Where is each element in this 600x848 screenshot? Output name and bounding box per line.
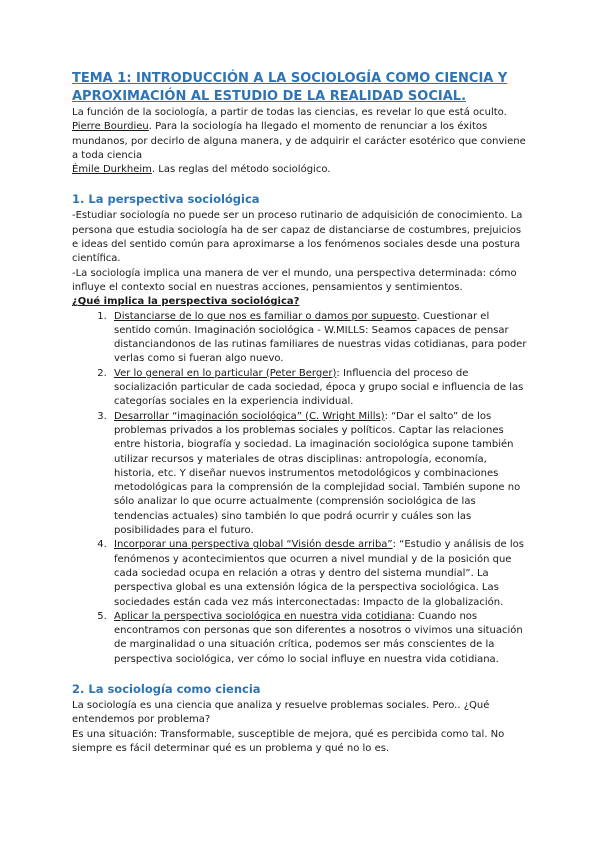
section-1-paragraph-1: -Estudiar sociología no puede ser un proceso rutinario de adquisición de conocimiento. La persona que estudia sociología ha de ser capaz de distanciarse de costumbres, prejuicios e ideas del sentido común para aproximarse a los fenómenos sociales desde una postura científica. bbox=[72, 210, 523, 265]
bourdieu-quote bbox=[72, 120, 527, 163]
section-1-paragraph-2: -La sociología implica una manera de ver el mundo, una perspectiva determinada: cómo influye el contexto social en nuestras acciones, pensamientos y sentimientos. bbox=[72, 267, 517, 293]
section-2-paragraph-1: La sociología es una ciencia que analiza y resuelve problemas sociales. Pero.. ¿Qué entendemos por problema? bbox=[72, 699, 490, 726]
list-item bbox=[110, 310, 527, 367]
list-item-lead: Incorporar una perspectiva global “Visión desde arriba” bbox=[114, 539, 393, 551]
list-item-text: : “Estudio y análisis de los fenómenos y acontecimientos que ocurren a nivel mundial y de la posición que cada sociedad ocupa en relación a otras y dentro del sistema mundial”. La perspectiva global es una extensión lógica de la perspectiva sociológica. Las sociedades están cada vez más interconectadas: Impacto de la globalización. bbox=[114, 539, 524, 608]
list-item-lead: Ver lo general en lo particular (Peter Berger) bbox=[114, 367, 337, 379]
implications-list bbox=[72, 310, 527, 667]
list-item-text: . Cuestionar el sentido común. Imaginación sociológica - W.MILLS: Seamos capaces de pensar distanciandonos de las rutinas familiares de nuestras vidas cotidianas, para poder verlas como si fueran algo nuevo. bbox=[114, 310, 527, 365]
bourdieu-name: Pierre Bourdieu bbox=[72, 121, 149, 133]
list-item bbox=[110, 410, 527, 539]
title-line-2: APROXIMACIÓN AL ESTUDIO DE LA REALIDAD SOCIAL. bbox=[72, 89, 467, 104]
section-2-heading: 2. La sociología como ciencia bbox=[72, 681, 261, 696]
intro-paragraph: La función de la sociología, a partir de todas las ciencias, es revelar lo que está oculto. bbox=[72, 107, 507, 118]
bourdieu-text: . Para la sociología ha llegado el momento de renunciar a los éxitos mundanos, por decirlo de alguna manera, y de adquirir el carácter esotérico que conviene a toda ciencia bbox=[72, 121, 526, 161]
durkheim-reference bbox=[72, 163, 527, 177]
list-item-text: : Cuando nos encontramos con personas que son diferentes a nosotros o vivimos una situación de marginalidad o una situación crítica, podemos ser más conscientes de la perspectiva sociológica, ver cómo lo social influye en nuestra vida cotidiana. bbox=[114, 610, 523, 665]
list-item bbox=[110, 610, 527, 667]
list-item-lead: Desarrollar “imaginación sociológica” (C. Wright Mills) bbox=[114, 410, 385, 422]
list-item-lead: Aplicar la perspectiva sociológica en nuestra vida cotidiana bbox=[114, 610, 412, 622]
list-item-text: : Influencia del proceso de socialización particular de cada sociedad, época y grupo social e influencia de las categorías sociales en la experiencia individual. bbox=[114, 367, 524, 408]
list-item bbox=[110, 538, 527, 609]
list-item-lead: Distanciarse de lo que nos es familiar o damos por supuesto bbox=[114, 310, 417, 322]
section-1-heading: 1. La perspectiva sociológica bbox=[72, 192, 260, 207]
list-item-text: : “Dar el salto” de los problemas privados a los problemas sociales y políticos. Captar las relaciones entre historia, biografía y sociedad. La imaginación sociológica supone también utilizar recursos y materiales de otras disciplinas: antropología, economía, historia, etc. Y diseñar nuevos instrumentos metodológicos y combinaciones metodológicas para la comprensión de la complejidad social. También supone no sólo analizar lo que ocurre actualmente (comprensión sociológica de las tendencias actuales) sino también lo que podrá ocurrir y cuáles son las posibilidades para el futuro. bbox=[114, 410, 521, 537]
title-line-1: TEMA 1: INTRODUCCIÓN A LA SOCIOLOGÍA COMO CIENCIA Y bbox=[72, 71, 508, 86]
document-page bbox=[72, 70, 527, 756]
section-2-paragraph-2: Es una situación: Transformable, susceptible de mejora, qué es percibida como tal. No siempre es fácil determinar qué es un problema y qué no lo es. bbox=[72, 728, 505, 754]
list-item bbox=[110, 367, 527, 410]
durkheim-name: Émile Durkheim bbox=[72, 164, 152, 176]
section-1-subheading: ¿Qué implica la perspectiva sociológica? bbox=[72, 296, 300, 308]
durkheim-text: . Las reglas del método sociológico. bbox=[151, 164, 331, 176]
document-title bbox=[72, 70, 527, 106]
